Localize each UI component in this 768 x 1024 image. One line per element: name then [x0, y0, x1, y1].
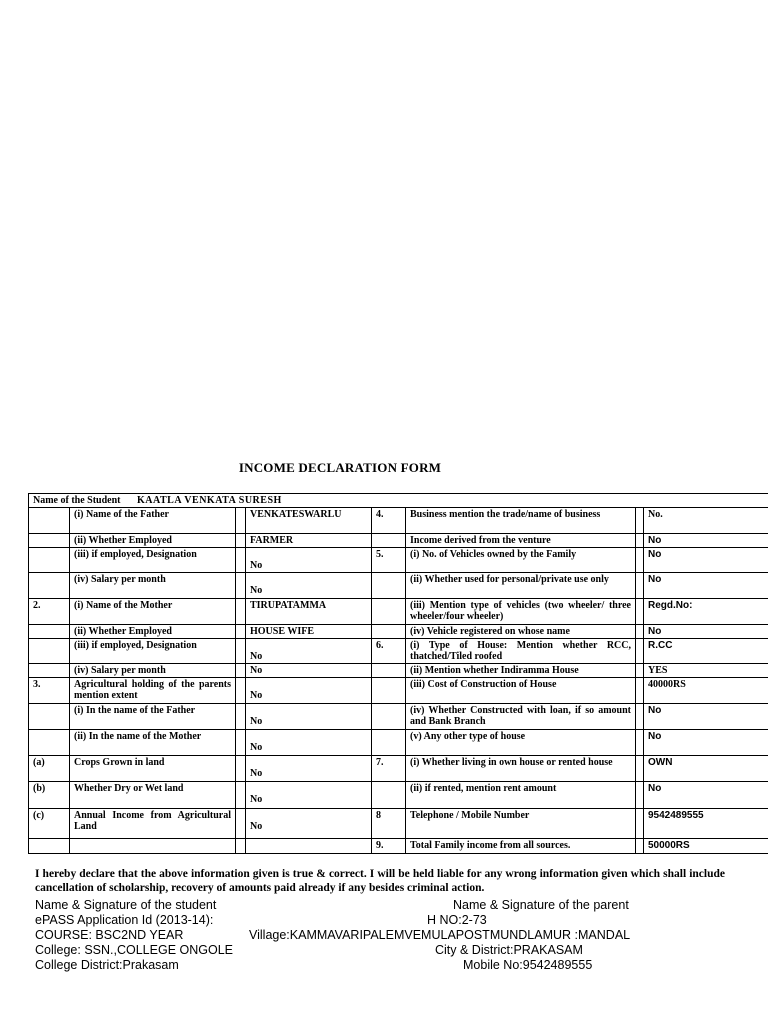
spacer-cell: [236, 809, 246, 839]
household-answer: [644, 573, 768, 599]
item-number: [372, 508, 406, 534]
spacer-cell: [636, 809, 644, 839]
spacer-cell: [636, 639, 644, 664]
section-number-text: (c): [33, 810, 45, 821]
parent-answer: [246, 639, 372, 664]
parent-answer-text: VENKATESWARLU: [250, 509, 342, 520]
parent-question-text: (ii) Whether Employed: [74, 626, 172, 637]
spacer-cell: [236, 704, 246, 730]
section-number: [29, 548, 70, 573]
parent-question: [70, 599, 236, 625]
parent-answer: [246, 756, 372, 782]
section-number: [29, 809, 70, 839]
spacer-cell: [636, 678, 644, 704]
spacer-cell: [236, 678, 246, 704]
household-answer-text: Regd.No:: [648, 600, 693, 611]
parent-answer: [246, 573, 372, 599]
form-row: [29, 756, 768, 782]
item-number-text: 7.: [376, 757, 384, 768]
household-answer: [644, 625, 768, 639]
parent-question: [70, 508, 236, 534]
spacer-cell: [636, 782, 644, 809]
household-question: [406, 839, 636, 854]
parent-question-text: (i) Name of the Father: [74, 509, 169, 520]
form-row: [29, 625, 768, 639]
household-answer-text: 40000RS: [648, 679, 686, 690]
epass-id-label: ePASS Application Id (2013-14):: [35, 913, 214, 927]
form-row: [29, 534, 768, 548]
household-answer-text: No: [648, 549, 662, 560]
spacer-cell: [236, 664, 246, 678]
parent-question-text: (iv) Salary per month: [74, 574, 166, 585]
parent-question-text: Agricultural holding of the parents mention extent: [74, 679, 231, 701]
household-answer: [644, 548, 768, 573]
household-question: [406, 678, 636, 704]
item-number: [372, 664, 406, 678]
parent-question-text: (i) In the name of the Father: [74, 705, 196, 716]
household-question-text: (ii) Mention whether Indiramma House: [410, 665, 579, 676]
spacer-cell: [236, 534, 246, 548]
parent-question: [70, 782, 236, 809]
household-answer: [644, 730, 768, 756]
parent-question-text: (iv) Salary per month: [74, 665, 166, 676]
item-number: [372, 678, 406, 704]
parent-question-text: (i) Name of the Mother: [74, 600, 173, 611]
parent-question: [70, 809, 236, 839]
parent-question: [70, 664, 236, 678]
household-question-text: (iv) Whether Constructed with loan, if so amount and Bank Branch: [410, 705, 631, 727]
household-question-text: (v) Any other type of house: [410, 731, 526, 742]
section-number: [29, 508, 70, 534]
form-row: [29, 809, 768, 839]
spacer-cell: [636, 730, 644, 756]
household-question: [406, 508, 636, 534]
parent-answer-text: No: [250, 716, 263, 727]
household-answer-text: No: [648, 574, 662, 585]
parent-answer: [246, 730, 372, 756]
spacer-cell: [636, 534, 644, 548]
section-number: [29, 782, 70, 809]
parent-question-text: (ii) Whether Employed: [74, 535, 172, 546]
item-number: [372, 548, 406, 573]
form-row: [29, 508, 768, 534]
spacer-cell: [236, 573, 246, 599]
parent-answer-text: No: [250, 651, 263, 662]
spacer-cell: [636, 625, 644, 639]
parent-answer-text: No: [250, 585, 263, 596]
item-number: [372, 599, 406, 625]
household-question-text: (i) Whether living in own house or rented house: [410, 757, 613, 768]
household-question-text: (iv) Vehicle registered on whose name: [410, 626, 570, 637]
section-number: [29, 639, 70, 664]
form-row: [29, 573, 768, 599]
household-question-text: (i) No. of Vehicles owned by the Family: [410, 549, 577, 560]
student-signature-label: Name & Signature of the student: [35, 898, 217, 912]
course-value: COURSE: BSC2ND YEAR: [35, 928, 184, 942]
parent-question: [70, 704, 236, 730]
household-question: [406, 639, 636, 664]
form-row: [29, 704, 768, 730]
spacer-cell: [236, 548, 246, 573]
household-question-text: Telephone / Mobile Number: [410, 810, 530, 821]
parent-answer-text: No: [250, 821, 263, 832]
section-number: [29, 704, 70, 730]
household-answer-text: OWN: [648, 757, 673, 768]
parent-question: [70, 534, 236, 548]
parent-question-text: (iii) if employed, Designation: [74, 549, 197, 560]
household-answer-text: No: [648, 783, 662, 794]
parent-answer-text: No: [250, 742, 263, 753]
spacer-cell: [236, 625, 246, 639]
household-question: [406, 664, 636, 678]
form-row: [29, 639, 768, 664]
household-answer: [644, 756, 768, 782]
section-number-text: (a): [33, 757, 45, 768]
spacer-cell: [236, 730, 246, 756]
item-number: [372, 534, 406, 548]
spacer-cell: [636, 548, 644, 573]
parent-question: [70, 625, 236, 639]
parent-answer: [246, 534, 372, 548]
household-answer: [644, 508, 768, 534]
household-question-text: Income derived from the venture: [410, 535, 551, 546]
parent-question: [70, 678, 236, 704]
section-number: [29, 839, 70, 854]
parent-question: [70, 639, 236, 664]
spacer-cell: [636, 664, 644, 678]
declaration-text: I hereby declare that the above information given is true & correct. I will be held liable for any wrong information given which shall include cancellation of scholarship, recovery of amounts paid already if any besides criminal action.: [35, 868, 725, 894]
parent-answer-text: TIRUPATAMMA: [250, 600, 327, 611]
item-number: [372, 625, 406, 639]
student-name-cell: [29, 494, 768, 508]
household-question-text: (iii) Cost of Construction of House: [410, 679, 557, 690]
parent-answer-text: No: [250, 560, 263, 571]
spacer-cell: [236, 599, 246, 625]
parent-answer: [246, 704, 372, 730]
item-number: [372, 782, 406, 809]
household-answer-text: No.: [648, 509, 663, 520]
income-declaration-table: [28, 493, 768, 854]
household-question: [406, 534, 636, 548]
form-row: [29, 548, 768, 573]
household-answer-text: R.CC: [648, 640, 673, 651]
item-number: [372, 704, 406, 730]
parent-answer-text: No: [250, 794, 263, 805]
city-district-value: City & District:PRAKASAM: [435, 943, 583, 957]
section-number-text: 3.: [33, 679, 41, 690]
parent-question: [70, 756, 236, 782]
household-question: [406, 756, 636, 782]
item-number-text: 4.: [376, 509, 384, 520]
household-question: [406, 730, 636, 756]
form-row: [29, 664, 768, 678]
item-number: [372, 839, 406, 854]
item-number: [372, 573, 406, 599]
item-number-text: 8: [376, 810, 381, 821]
household-question-text: Business mention the trade/name of business: [410, 509, 601, 520]
form-title: INCOME DECLARATION FORM: [238, 460, 442, 475]
household-answer-text: No: [648, 626, 662, 637]
household-question-text: (i) Type of House: Mention whether RCC, thatched/Tiled roofed: [410, 640, 631, 662]
form-row: [29, 730, 768, 756]
parent-answer: [246, 599, 372, 625]
parent-question-text: Whether Dry or Wet land: [74, 783, 184, 794]
parent-question: [70, 573, 236, 599]
parent-question-text: (ii) In the name of the Mother: [74, 731, 202, 742]
parent-question-text: Annual Income from Agricultural Land: [74, 810, 231, 832]
section-number: [29, 664, 70, 678]
household-question-text: Total Family income from all sources.: [410, 840, 571, 851]
parent-answer: [246, 839, 372, 854]
parent-answer: [246, 508, 372, 534]
household-answer: [644, 599, 768, 625]
spacer-cell: [636, 839, 644, 854]
household-answer-text: 50000RS: [648, 840, 690, 851]
village-value: Village:KAMMAVARIPALEMVEMULAPOSTMUNDLAMUR :MANDAL: [249, 928, 631, 942]
household-answer: [644, 839, 768, 854]
section-number: [29, 678, 70, 704]
parent-answer: [246, 548, 372, 573]
section-number: [29, 599, 70, 625]
spacer-cell: [236, 756, 246, 782]
section-number: [29, 534, 70, 548]
household-answer: [644, 809, 768, 839]
item-number: [372, 730, 406, 756]
household-answer: [644, 782, 768, 809]
parent-question-text: Crops Grown in land: [74, 757, 165, 768]
section-number: [29, 730, 70, 756]
form-row: [29, 678, 768, 704]
household-answer-text: No: [648, 535, 662, 546]
parent-answer-text: No: [250, 690, 263, 701]
parent-signature-label: Name & Signature of the parent: [453, 898, 629, 912]
mobile-number: Mobile No:9542489555: [463, 958, 593, 972]
parent-answer-text: FARMER: [250, 535, 294, 546]
spacer-cell: [236, 508, 246, 534]
section-number-text: 2.: [33, 600, 41, 611]
section-number-text: (b): [33, 783, 46, 794]
parent-answer: [246, 782, 372, 809]
parent-answer: [246, 664, 372, 678]
parent-question-text: (iii) if employed, Designation: [74, 640, 197, 651]
house-number: H NO:2-73: [427, 913, 487, 927]
form-row: [29, 839, 768, 854]
household-question: [406, 573, 636, 599]
item-number: [372, 639, 406, 664]
spacer-cell: [636, 704, 644, 730]
spacer-cell: [636, 756, 644, 782]
parent-answer-text: HOUSE WIFE: [250, 626, 314, 637]
form-row: [29, 599, 768, 625]
household-question: [406, 704, 636, 730]
parent-answer-text: No: [250, 665, 263, 676]
parent-question: [70, 548, 236, 573]
household-question: [406, 782, 636, 809]
spacer-cell: [636, 573, 644, 599]
spacer-cell: [636, 599, 644, 625]
household-answer: [644, 534, 768, 548]
spacer-cell: [236, 839, 246, 854]
household-question: [406, 599, 636, 625]
household-answer: [644, 678, 768, 704]
spacer-cell: [236, 782, 246, 809]
household-question: [406, 625, 636, 639]
item-number: [372, 756, 406, 782]
college-value: College: SSN.,COLLEGE ONGOLE: [35, 943, 233, 957]
parent-answer-text: No: [250, 768, 263, 779]
section-number: [29, 756, 70, 782]
parent-answer: [246, 678, 372, 704]
item-number-text: 9.: [376, 840, 384, 851]
item-number: [372, 809, 406, 839]
spacer-cell: [636, 508, 644, 534]
household-answer-text: YES: [648, 665, 668, 676]
household-question: [406, 548, 636, 573]
household-answer: [644, 639, 768, 664]
household-question-text: (iii) Mention type of vehicles (two wheeler/ three wheeler/four wheeler): [410, 600, 631, 622]
student-name-value: KAATLA VENKATA SURESH: [137, 495, 282, 506]
household-answer-text: No: [648, 705, 662, 716]
item-number-text: 5.: [376, 549, 384, 560]
parent-answer: [246, 625, 372, 639]
household-answer: [644, 664, 768, 678]
section-number: [29, 573, 70, 599]
item-number-text: 6.: [376, 640, 384, 651]
household-question-text: (ii) if rented, mention rent amount: [410, 783, 557, 794]
parent-question: [70, 839, 236, 854]
parent-question: [70, 730, 236, 756]
household-answer-text: No: [648, 731, 662, 742]
section-number: [29, 625, 70, 639]
household-question: [406, 809, 636, 839]
parent-answer: [246, 809, 372, 839]
student-name-row: [29, 494, 768, 508]
household-question-text: (ii) Whether used for personal/private use only: [410, 574, 609, 585]
spacer-cell: [236, 639, 246, 664]
form-row: [29, 782, 768, 809]
student-name-label: Name of the Student: [33, 495, 121, 506]
household-answer-text: 9542489555: [648, 810, 704, 821]
college-district-value: College District:Prakasam: [35, 958, 179, 972]
household-answer: [644, 704, 768, 730]
